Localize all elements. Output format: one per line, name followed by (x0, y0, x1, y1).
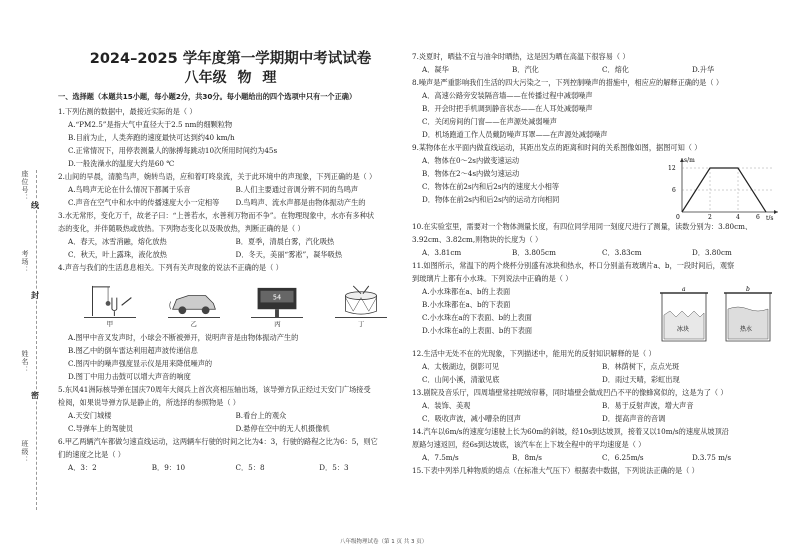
exam-subtitle: 八年级 物 理 (184, 70, 277, 86)
binding-margin (20, 170, 44, 510)
option-b: B．9：10 (151, 463, 186, 472)
question-15: 15.下表中列举几种物质的熔点（在标准大气压下）根据表中数据，下列说法正确的是（ ） (412, 466, 699, 475)
drum-figure (335, 284, 387, 318)
y-tick-6: 6 (672, 187, 676, 194)
question-2: 2.山间的早晨，清脆鸟声，婉转鸟语，应和着叮咚泉流，关于此环境中的声现象，下列正确的是（ ） A.鸟鸣声无论在什么情况下都属于乐音 B.人们主要通过音调分辨不同的鸟鸣声 C.声音在空气中和水中的传播速度大小一定相等 D.鸟鸣声、流水声都是由物体振动产生的 (58, 170, 403, 209)
option-d: D.鸟鸣声、流水声都是由物体振动产生的 (235, 198, 366, 207)
option-b: B．夏季，清晨白雾，汽化吸热 (235, 237, 335, 246)
beakers-figure (652, 285, 782, 347)
class-label: 班级： (21, 440, 29, 464)
question-8: 8.噪声是严重影响我们生活的四大污染之一，下列控制噪声的措施中，相应应的解释正确的是（ ） A．高速公路旁安装隔音墙——在传播过程中减弱噪声 B．开会时把手机调到静音状态——在人耳处减弱噪声 C．关闭房间的门窗——在声源处减弱噪声 D．机场跑道工作人员戴防噪声耳罩——在声源处减弱噪声 (412, 76, 782, 141)
option-b: B.看台上的观众 (235, 411, 287, 420)
left-column (58, 50, 403, 474)
figure-label-jia: 甲 (106, 320, 114, 328)
question-10: 10.在实验室里，需要对一个物体测量长度，有四位同学用同一刻度尺进行了测量，读数分别为：3.80cm、 3.92cm、3.82cm,则物块的长度为（ ） A．3.81cm B．3.805cm C．3.83cm D．3.80cm (412, 220, 782, 259)
option-a: A.图甲中音叉发声时，小球会不断被弹开，说明声音是由物体振动产生的 (68, 333, 299, 342)
exam-title: 2024–2025 学年度第一学期期中考试试卷 (89, 51, 372, 67)
svg-text:54: 54 (273, 293, 282, 302)
option-d: D．3.80cm (692, 248, 732, 257)
question-9: 9.某物体在水平面内做直线运动，其距出发点的距离和时间的关系图像如图，据图可知（ ） A．物体在0～2s内做变速运动 B．物体在2～4s内做匀速运动 C．物体在前2s内和后2s内的速度大小相等 D．物体在前2s内和后2s内的运动方向相同 s/m t/s 12 6 0 2 4 6 (412, 141, 782, 220)
option-d: D．机场跑道工作人员戴防噪声耳罩——在声源处减弱噪声 (422, 130, 608, 139)
seal-char-secret: 密 (31, 390, 39, 400)
option-c: C．山间小溪，清澈见底 (422, 375, 500, 384)
option-a: A．7.5m/s (422, 453, 459, 462)
option-d: D．雨过天晴，彩虹出现 (602, 375, 680, 384)
y-tick-12: 12 (668, 165, 676, 172)
option-d: D.升华 (692, 65, 715, 74)
option-b: B．3.805cm (512, 248, 556, 257)
option-c: C．秋天，叶上露珠，液化放热 (68, 250, 167, 259)
option-c: C．物体在前2s内和后2s内的速度大小相等 (422, 182, 560, 191)
option-d: D．冬天，美丽“雾凇”，凝华吸热 (235, 250, 343, 259)
option-d: D．提高声音的音调 (602, 414, 666, 423)
x-tick-6: 6 (756, 214, 760, 220)
option-c: C.小水珠在a的下表面、b的上表面 (422, 313, 532, 322)
option-c: C.声音在空气中和水中的传播速度大小一定相等 (68, 198, 220, 207)
option-a: A.天安门城楼 (68, 411, 112, 420)
question-1: 1.下列估测的数据中，最接近实际的是（ ） A.“PM2.5”是指大气中直径大于2.5 nm的细颗粒物 B.目前为止，人类奔跑的速度最快可达到约40 km/h C.正常情况下，用停表测量人的脉搏每跳动10次所用时间约为45s D.一般洗澡水的温度大约是60 ℃ (58, 105, 403, 170)
option-b: B．8m/s (512, 453, 542, 462)
origin-label: 0 (676, 214, 680, 220)
question-3: 3.水无常形，变化万千，故老子曰：“上善若水，水善利万物而不争”。在物理现象中，水亦有多种状 态的变化，并伴随吸热或放热。下列物态变化以及吸放热，判断正确的是（ ） A．春天，冰雪消融，熔化放热 B．夏季，清晨白雾，汽化吸热 C．秋天，叶上露珠，液化放热 D．冬天，美丽“雾凇”，凝华吸热 (58, 209, 403, 261)
question-5: 5.东风41洲际核导弹在国庆70周年大阅兵上首次亮相压轴出场，该导弹方队正经过天安门广场接受 检阅，如果说导弹方队是静止的，所选择的参照物是（ ） A.天安门城楼 B.看台上的观众 C.导弹车上的驾驶员 D.悬停在空中的无人机摄像机 (58, 383, 403, 435)
option-b: B．物体在2～4s内做匀速运动 (422, 169, 520, 178)
right-column (412, 50, 782, 477)
option-a: A．高速公路旁安装隔音墙——在传播过程中减弱噪声 (422, 91, 593, 100)
option-d: D.小水珠在a的上表面、b的下表面 (422, 326, 533, 335)
figure-label-yi: 乙 (190, 320, 197, 328)
seal-char-line: 线 (31, 200, 39, 210)
x-tick-2: 2 (708, 214, 712, 220)
option-b: B．林荫树下，点点光斑 (602, 362, 680, 371)
x-axis-label: t/s (766, 215, 774, 220)
section-heading: 一、选择题（本题共15小题，每小题2分，共30分。每小题给出的四个选项中只有一个正确） (58, 92, 357, 101)
tuning-fork-figure (84, 284, 136, 318)
question-14: 14.汽车以6m/s的速度匀速驶上长为60m的斜坡，经10s到达坡顶，接着又以10m/s的速度从坡顶沿 原路匀速返回，经6s到达坡底，该汽车在上下坡全程中的平均速度是（ ） A．7.5m/s B．8m/s C．6.25m/s D.3.75 m/s (412, 425, 782, 464)
question-6: 6.甲乙两辆汽车都做匀速直线运动，这两辆车行驶的时间之比为4：3，行驶的路程之比为6：5，则它 们的速度之比是（ ） A．3：2 B．9：10 C．5：8 D．5：3 (58, 435, 403, 474)
option-c: C．熔化 (602, 65, 630, 74)
binding-line (36, 170, 37, 510)
option-c: C．吸收声波，减小嘈杂的回声 (422, 414, 521, 423)
plate-a-label: a (682, 286, 686, 293)
option-a: A．3.81cm (422, 248, 462, 257)
plate-b-label: b (746, 286, 750, 293)
option-b: B.小水珠都在a、b的下表面 (422, 300, 511, 309)
option-a: A.小水珠都在a、b的上表面 (422, 287, 511, 296)
option-c: C.正常情况下，用停表测量人的脉搏每跳动10次所用时间约为45s (68, 146, 278, 155)
option-b: B．汽化 (512, 65, 539, 74)
hot-water-label: 热水 (740, 326, 753, 333)
figure-labels (68, 318, 403, 331)
question-11: 11.如图所示，常温下的两个烧杯分别盛有冰块和热水，杯口分别盖有玻璃片a、b，一段时间后，观察 到玻璃片上都有小水珠。下列说法中正确的是（ ） A.小水珠都在a、b的上表面 B.小水珠都在a、b的下表面 C.小水珠在a的下表面、b的上表面 D.小水珠在a的上表面、b的下表面 a b 冰块 热水 (412, 259, 782, 347)
option-a: A．装饰、美观 (422, 401, 471, 410)
distance-time-graph (662, 154, 782, 220)
option-d: D.图丁中用力击鼓可以增大声音的响度 (68, 372, 191, 381)
option-c: C.导弹车上的驾驶员 (68, 424, 134, 433)
option-a: A．3：2 (68, 463, 97, 472)
option-c: C.图丙中的噪声强度显示仪是用来降低噪声的 (68, 359, 213, 368)
option-a: A.“PM2.5”是指大气中直径大于2.5 nm的细颗粒物 (68, 120, 233, 129)
q4-figures (68, 276, 403, 318)
name-label: 姓名： (21, 350, 29, 374)
car-radar-figure (168, 284, 220, 318)
option-a: A．凝华 (422, 65, 449, 74)
option-d: D.一般洗澡水的温度大约是60 ℃ (68, 159, 175, 168)
option-a: A．物体在0～2s内做变速运动 (422, 156, 520, 165)
noise-monitor-figure (251, 284, 303, 318)
option-c: C．5：8 (235, 463, 265, 472)
option-b: B.人们主要通过音调分辨不同的鸟鸣声 (235, 185, 359, 194)
question-4: 4.声音与我们的生活息息相关。下列有关声现象的说法不正确的是（ ） 54 甲 乙 丙 丁 A.图甲中音叉发声时，小球会不断被弹开，说明声音是由物体振动产生的 B.图乙中的倒车雷达利用超声波传递信息 C.图丙中的噪声强度显示仪是用来降低噪声的 D.图丁中用力击鼓可以增大声音的响度 (58, 261, 403, 383)
option-b: B．开会时把手机调到静音状态——在人耳处减弱噪声 (422, 104, 593, 113)
seat-number-label: 座位号： (21, 170, 29, 202)
option-d: D.3.75 m/s (692, 453, 732, 462)
y-axis-label: s/m (684, 157, 695, 164)
figure-label-ding: 丁 (357, 320, 365, 328)
option-a: A．太极湖边，倒影可见 (422, 362, 500, 371)
question-13: 13.剧院及音乐厅，四周墙壁常挂呢绒帘幕，同时墙壁会做成凹凸不平的像蜂窝似的，这是为了（ ） A．装饰、美观 B．易于反射声波，增大声音 C．吸收声波，减小嘈杂的回声 D．提高声音的音调 (412, 386, 782, 425)
option-c: C．6.25m/s (602, 453, 644, 462)
question-7: 7.炎夏时，晒盐不宜与油伞时晒热，这是因为晒在高温下很容易（ ） A．凝华 B．汽化 C．熔化 D.升华 (412, 50, 782, 76)
x-tick-4: 4 (736, 214, 740, 220)
exam-room-label: 考场： (21, 250, 29, 274)
option-c: C．3.83cm (602, 248, 642, 257)
option-a: A.鸟鸣声无论在什么情况下都属于乐音 (68, 185, 191, 194)
option-b: B.图乙中的倒车雷达利用超声波传递信息 (68, 346, 198, 355)
question-12: 12.生活中无处不在的光现象，下列描述中，能用光的反射知识解释的是（ ） A．太极湖边，倒影可见 B．林荫树下，点点光斑 C．山间小溪，清澈见底 D．雨过天晴，彩虹出现 (412, 347, 782, 386)
option-c: C．关闭房间的门窗——在声源处减弱噪声 (422, 117, 557, 126)
figure-label-bing: 丙 (274, 320, 281, 328)
ice-label: 冰块 (677, 326, 690, 333)
page-footer: 八年级物理试卷（第 1 页 共 3 页） (340, 539, 428, 545)
seal-char-seal: 封 (31, 290, 39, 300)
option-d: D．5：3 (319, 463, 349, 472)
option-d: D.悬停在空中的无人机摄像机 (235, 424, 330, 433)
option-d: D．物体在前2s内和后2s内的运动方向相同 (422, 195, 560, 204)
option-a: A．春天，冰雪消融，熔化放热 (68, 237, 167, 246)
option-b: B.目前为止，人类奔跑的速度最快可达到约40 km/h (68, 133, 235, 142)
option-b: B．易于反射声波，增大声音 (602, 401, 694, 410)
